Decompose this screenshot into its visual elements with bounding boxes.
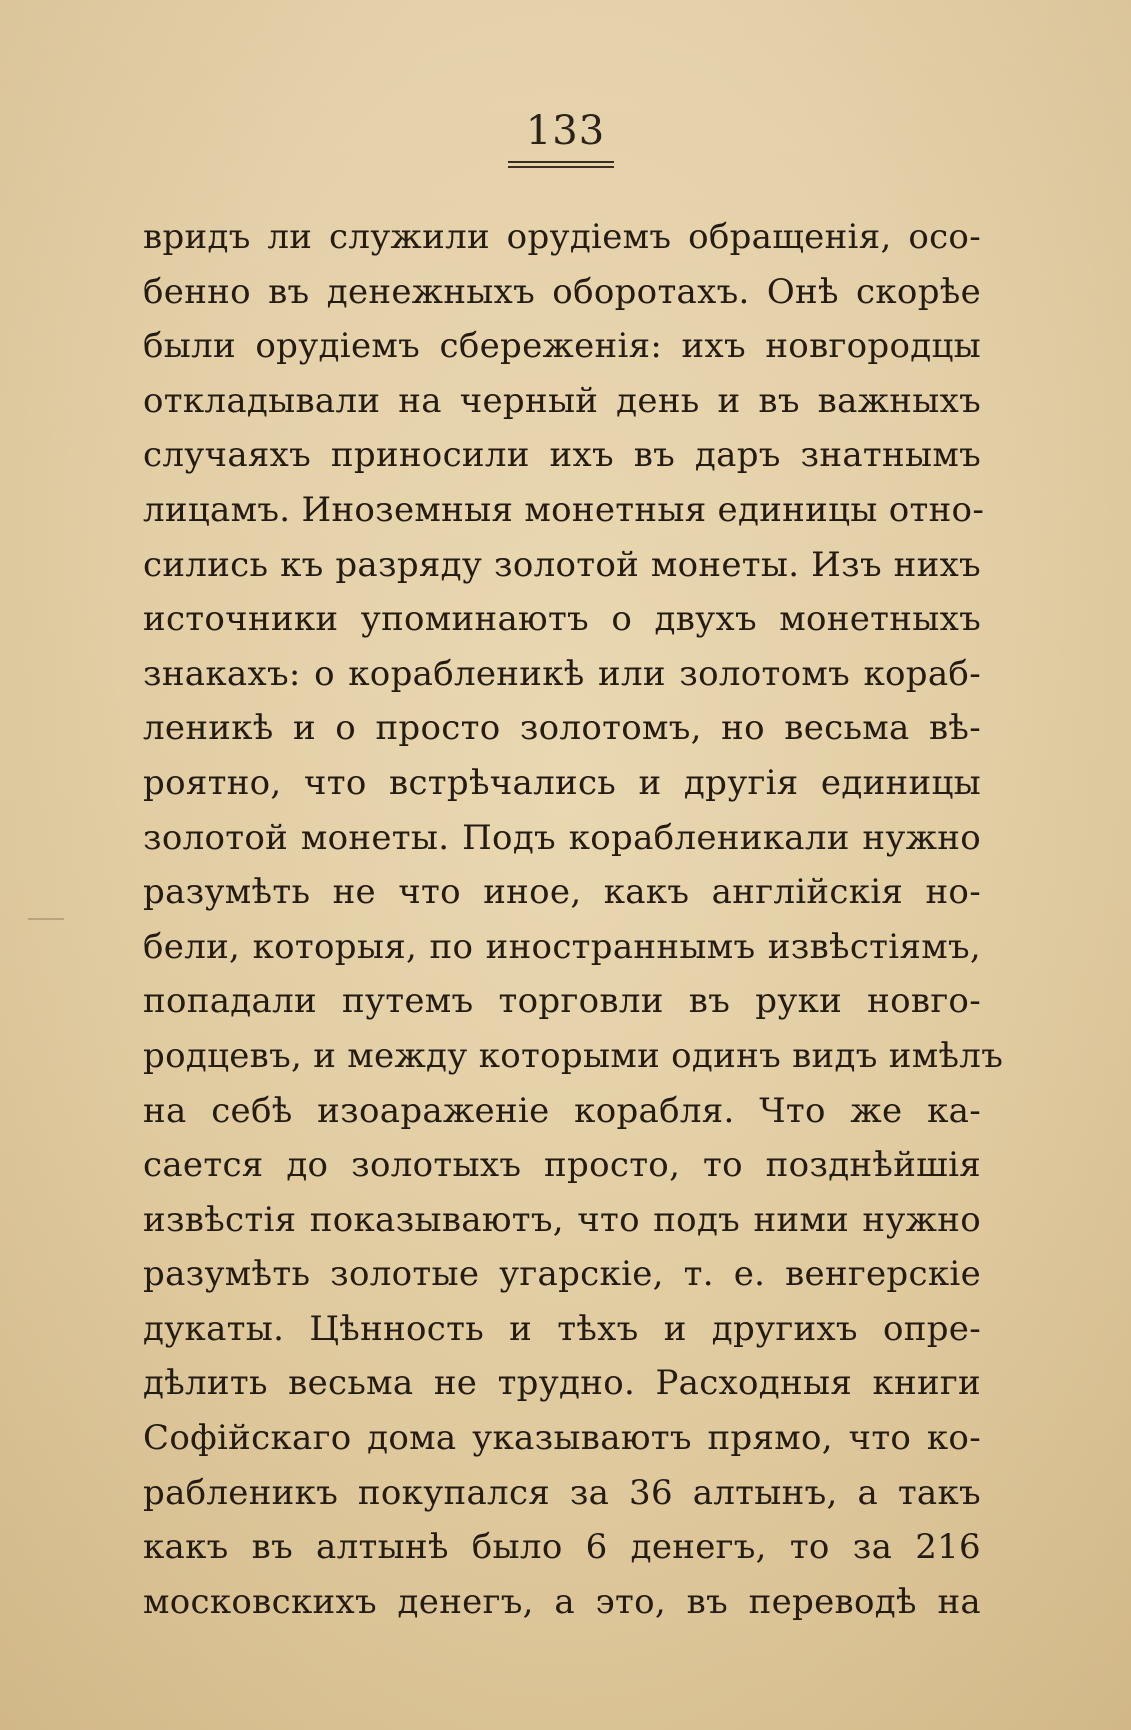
text-line: извѣстія показываютъ, что подъ ними нужно (143, 1199, 981, 1240)
text-line: какъ въ алтынѣ было 6 денегъ, то за 216 (143, 1527, 981, 1568)
text-line: были орудіемъ сбереженія: ихъ новгородцы (143, 326, 981, 367)
text-line: разумѣть не что иное, какъ англійскія но- (143, 872, 981, 913)
text-line: дукаты. Цѣнность и тѣхъ и другихъ опре- (143, 1308, 981, 1349)
text-line: московскихъ денегъ, а это, въ переводѣ на (143, 1581, 981, 1622)
text-line: случаяхъ приносили ихъ въ даръ знатнымъ (143, 435, 981, 476)
text-line: бенно въ денежныхъ оборотахъ. Онѣ скорѣе (143, 271, 981, 312)
page-number: 133 (525, 108, 606, 154)
text-line: источники упоминаютъ о двухъ монетныхъ (143, 599, 981, 640)
text-line: откладывали на черный день и въ важныхъ (143, 380, 981, 421)
text-line: бели, которыя, по иностраннымъ извѣстіямъ, (143, 926, 981, 967)
text-line: леникѣ и о просто золотомъ, но весьма вѣ- (143, 708, 981, 749)
text-line: дѣлить весьма не трудно. Расходныя книги (143, 1363, 981, 1404)
text-line: знакахъ: о корабленикѣ или золотомъ кораб- (143, 653, 981, 694)
text-line: золотой монеты. Подъ корабленикали нужно (143, 817, 981, 858)
page-number-rule-upper (508, 161, 614, 163)
text-line: лицамъ. Иноземныя монетныя единицы отно- (143, 489, 985, 530)
text-line: вридъ ли служили орудіемъ обращенія, осо- (143, 217, 981, 257)
text-line: попадали путемъ торговли въ руки новго- (143, 981, 981, 1022)
text-line: на себѣ изоараженіе корабля. Что же ка- (143, 1090, 981, 1131)
text-line: Софійскаго дома указываютъ прямо, что ко- (143, 1418, 981, 1459)
text-line: сается до золотыхъ просто, то позднѣйшія (143, 1145, 981, 1186)
text-line: сились къ разряду золотой монеты. Изъ нихъ (143, 544, 981, 585)
text-line: роятно, что встрѣчались и другія единицы (143, 762, 981, 803)
text-line: родцевъ, и между которыми одинъ видъ имѣлъ (143, 1035, 1004, 1076)
text-line: рабленикъ покупался за 36 алтынъ, а такъ (143, 1472, 981, 1513)
margin-mark (28, 918, 64, 920)
page-number-rule-lower (508, 166, 614, 168)
text-line: разумѣть золотые угарскіе, т. е. венгерскіе (143, 1254, 981, 1295)
body-text (143, 210, 1004, 1629)
